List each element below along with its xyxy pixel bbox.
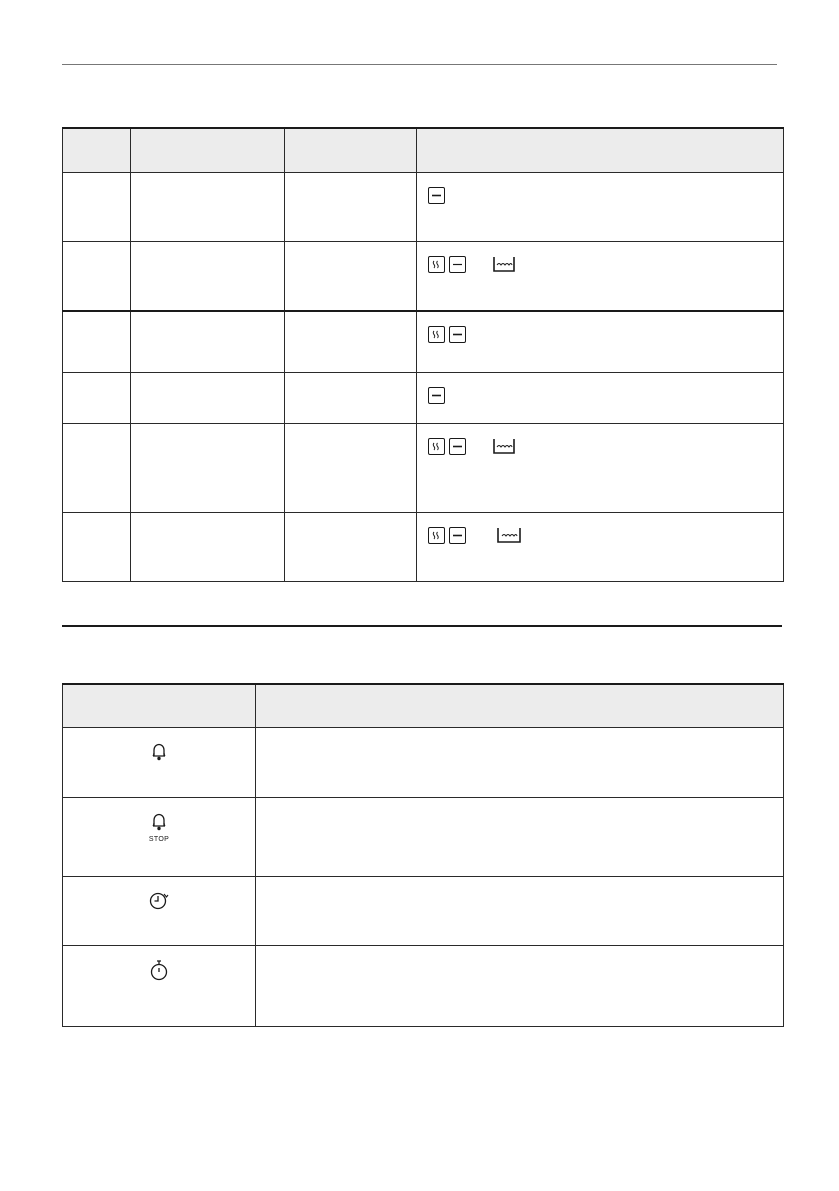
water-tray-icon — [492, 256, 516, 273]
symbol-cell — [417, 172, 784, 241]
header-cell — [131, 128, 285, 172]
top-heat-icon — [428, 527, 445, 544]
table-row — [63, 512, 784, 581]
icon-cell — [63, 945, 256, 1026]
icon-cell — [63, 876, 256, 945]
symbol-cell — [417, 241, 784, 311]
bottom-heat-icon — [449, 527, 466, 544]
header-cell — [63, 128, 131, 172]
functions-table — [62, 127, 784, 582]
clock-functions-table — [62, 683, 784, 1027]
icon-cell — [63, 797, 256, 876]
symbol-cell — [417, 512, 784, 581]
water-tray-icon — [496, 527, 522, 544]
top-heat-icon — [428, 256, 445, 273]
header-cell — [417, 128, 784, 172]
table-row — [63, 727, 784, 797]
header-cell — [63, 684, 256, 727]
bell-stop-icon — [148, 810, 170, 832]
description-cell — [256, 876, 784, 945]
symbol-cell — [417, 423, 784, 512]
bell-icon — [148, 740, 170, 762]
table-row — [63, 423, 784, 512]
table-row — [63, 372, 784, 423]
description-cell — [256, 727, 784, 797]
top-heat-icon — [428, 326, 445, 343]
stop-label: STOP — [148, 835, 170, 843]
bottom-heat-icon — [449, 326, 466, 343]
top-heat-icon — [428, 438, 445, 455]
table-header — [63, 128, 784, 172]
header-cell — [256, 684, 784, 727]
table-row — [63, 241, 784, 311]
bottom-heat-icon — [428, 187, 445, 204]
icon-cell — [63, 727, 256, 797]
symbol-cell — [417, 372, 784, 423]
top-rule — [62, 64, 777, 65]
description-cell — [256, 797, 784, 876]
table-row — [63, 945, 784, 1026]
table-header — [63, 684, 784, 727]
header-cell — [285, 128, 417, 172]
bottom-heat-icon — [449, 256, 466, 273]
symbol-cell — [417, 311, 784, 372]
water-tray-icon — [492, 438, 516, 455]
table-row — [63, 876, 784, 945]
description-cell — [256, 945, 784, 1026]
table-row — [63, 797, 784, 876]
timer-icon — [147, 889, 171, 911]
stopwatch-icon — [148, 958, 170, 982]
section-divider — [62, 625, 782, 627]
bottom-heat-icon — [428, 387, 445, 404]
table-row — [63, 311, 784, 372]
bottom-heat-icon — [449, 438, 466, 455]
table-row — [63, 172, 784, 241]
